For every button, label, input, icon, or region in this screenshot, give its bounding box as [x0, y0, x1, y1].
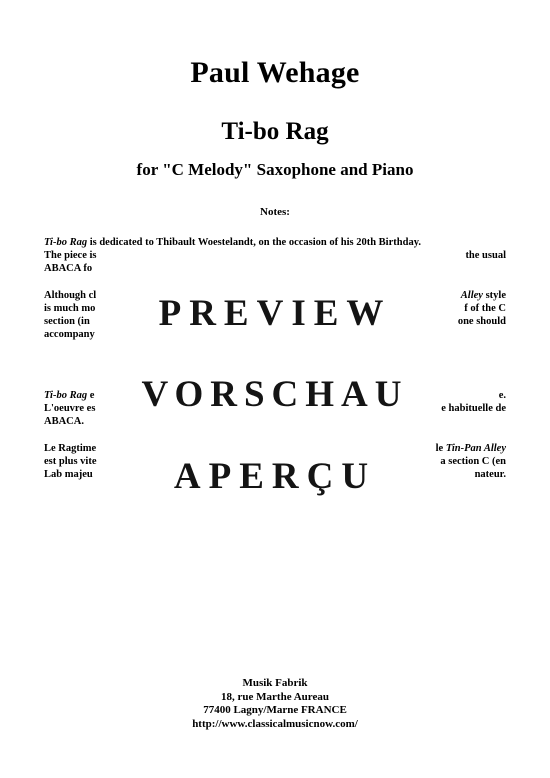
- composer-name: Paul Wehage: [190, 56, 360, 89]
- line-text-left: The piece is: [44, 250, 97, 261]
- style-italic: Tin-Pan Alley: [445, 443, 506, 454]
- line-text-left: Le Ragtime: [44, 443, 97, 454]
- line-text: is dedicated to Thibault Woestelandt, on the occasion of his 20th Birthday.: [87, 237, 421, 248]
- line-text-right: nateur.: [474, 469, 506, 480]
- line-text-left: accompany: [44, 329, 95, 340]
- publisher-street: 18, rue Marthe Aureau: [221, 690, 329, 703]
- line-text-right: a section C (en: [440, 456, 506, 467]
- publisher-name: Musik Fabrik: [242, 677, 308, 689]
- line-text-right: one should: [457, 316, 506, 327]
- paragraph-line: [44, 249, 506, 262]
- watermark-text: VORSCHAU: [116, 374, 435, 415]
- paragraph-line: [44, 415, 506, 428]
- line-text-right: [436, 442, 506, 455]
- line-text-left: is much mo: [44, 303, 96, 314]
- line-text-right: the usual: [465, 250, 506, 261]
- line-text-right: e.: [498, 390, 506, 401]
- line-text-right: e habituelle de: [441, 403, 506, 414]
- paragraph-line: [44, 262, 506, 275]
- line-text-right: f of the C: [464, 303, 506, 314]
- instrumentation-subtitle: for "C Melody" Saxophone and Piano: [136, 160, 414, 179]
- publisher-url: http://www.classicalmusicnow.com/: [192, 717, 358, 730]
- watermark-text: PREVIEW: [133, 293, 418, 334]
- line-text-left: ABACA.: [44, 416, 84, 427]
- line-text: le: [435, 443, 446, 454]
- paragraph-line: [44, 236, 506, 249]
- watermark-text: APERÇU: [148, 456, 402, 497]
- line-text-left: Although cl: [44, 290, 97, 301]
- watermark-apercu: [0, 455, 550, 498]
- line-text: e: [87, 390, 95, 401]
- line-text-left: Lab majeu: [44, 469, 93, 480]
- style-italic: Alley: [460, 290, 483, 301]
- watermark-preview: [0, 292, 550, 335]
- publisher-footer: [0, 677, 550, 731]
- line-text-left: est plus vite: [44, 456, 97, 467]
- publisher-city: 77400 Lagny/Marne FRANCE: [203, 704, 347, 716]
- notes-paragraph-en-1: [44, 236, 506, 275]
- line-text-left: ABACA fo: [44, 263, 93, 274]
- watermark-vorschau: [0, 373, 550, 416]
- line-text-left: L'oeuvre es: [44, 403, 96, 414]
- title-italic: Ti-bo Rag: [44, 390, 88, 401]
- line-text-left: section (in: [44, 316, 90, 327]
- piece-title: Ti-bo Rag: [221, 118, 329, 145]
- paragraph-line: [44, 442, 506, 455]
- line-text: style: [482, 290, 506, 301]
- notes-heading: Notes:: [260, 206, 290, 218]
- title-italic: Ti-bo Rag: [44, 237, 88, 248]
